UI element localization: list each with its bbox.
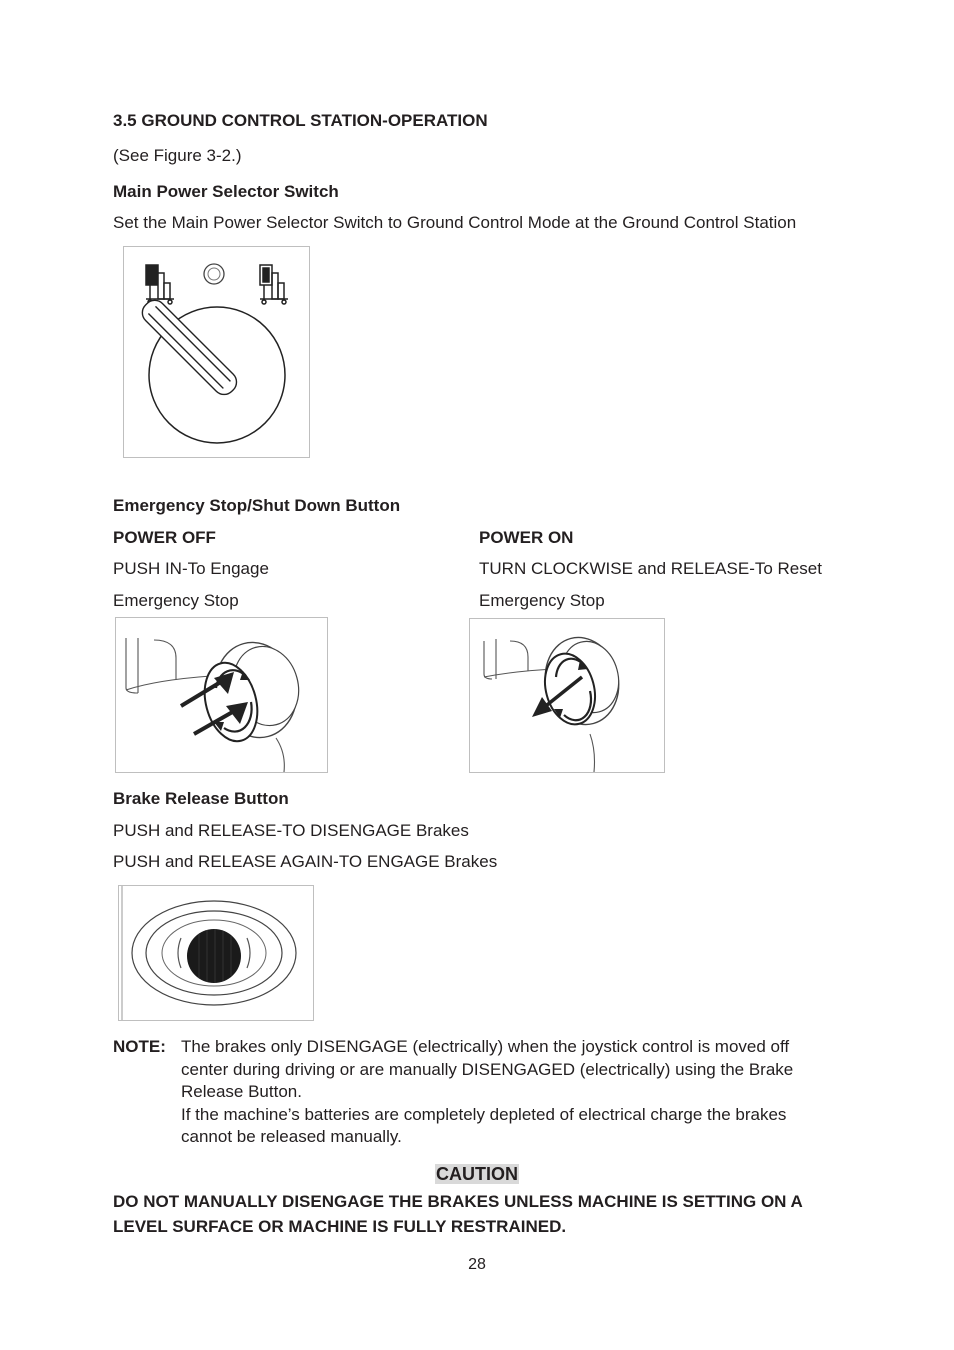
emergency-heading: Emergency Stop/Shut Down Button [113,496,401,515]
emergency-stop-reset-figure [469,618,665,773]
power-off-title: POWER OFF [113,528,216,547]
note-paragraph-2: If the machine’s batteries are completely depleted of electrical charge the brakes cannot be released manually. [181,1104,787,1146]
caution-label: CAUTION [436,1164,518,1184]
caution-heading [0,1163,954,1185]
emergency-stop-push-figure [115,617,328,773]
brake-line2: PUSH and RELEASE AGAIN-TO ENGAGE Brakes [113,852,498,871]
platform-mode-icon [260,265,288,304]
caution-text [113,1189,853,1239]
power-off-line1: PUSH IN-To Engage [113,559,269,578]
brake-release-button-icon [119,886,313,1020]
brake-heading: Brake Release Button [113,789,289,808]
main-power-text: Set the Main Power Selector Switch to Ground Control Mode at the Ground Control Station [113,213,797,232]
note-body [181,1036,841,1149]
caution-line-1: DO NOT MANUALLY DISENGAGE THE BRAKES UNLESS MACHINE IS SETTING ON A [113,1192,803,1211]
brake-release-figure [118,885,314,1021]
power-on-title: POWER ON [479,528,574,547]
note-label: NOTE: [113,1037,166,1056]
ground-mode-icon [146,265,174,304]
note-paragraph-1: The brakes only DISENGAGE (electrically) when the joystick control is moved off center during driving or are manually DISENGAGED (electrically) using the Brake Release Button. [181,1037,794,1101]
figure-reference: (See Figure 3-2.) [113,146,242,165]
section-heading: 3.5 GROUND CONTROL STATION-OPERATION [113,111,488,130]
emergency-stop-reset-icon [470,619,664,772]
selector-switch-icon [124,247,309,457]
selector-switch-figure [123,246,310,458]
brake-line1: PUSH and RELEASE-TO DISENGAGE Brakes [113,821,469,840]
power-on-line1: TURN CLOCKWISE and RELEASE-To Reset [479,559,822,578]
caution-line-2: LEVEL SURFACE OR MACHINE IS FULLY RESTRAINED. [113,1217,567,1236]
power-on-line2: Emergency Stop [479,591,605,610]
emergency-stop-push-icon [116,618,327,772]
page-number: 28 [468,1256,486,1273]
power-off-line2: Emergency Stop [113,591,239,610]
main-power-heading: Main Power Selector Switch [113,182,339,201]
